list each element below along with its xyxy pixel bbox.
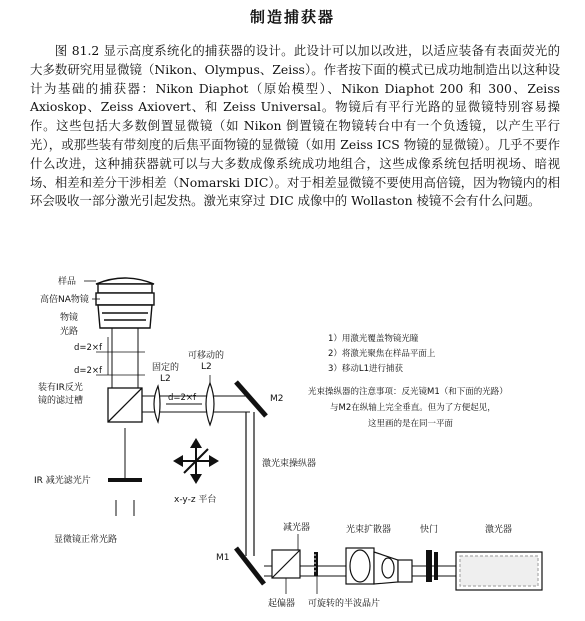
body-paragraph: 图 81.2 显示高度系统化的捕获器的设计。此设计可以加以改进，以适应装备有表面荧光的大多数研究用显微镜（Nikon、Olympus、Zeiss）。作者按下面的模式已成功地制造出以这种设计为基础的捕获器：Nikon Diaphot（原始模型）、Nikon Diaphot 200 和 300、Zeiss Axioskop、Zeiss Axiovert、和 Zeiss Universal。物镜后有平行光路的显微镜特别容易操作。这些包括大多数倒置显微镜（如 Nikon 倒置镜在物镜转台中有一个负透镜，以产生平行光），或那些装有带刻度的后焦平面物镜的显微镜（如用 Zeiss ICS 物镜的显微镜）。几乎不要作什么改进，这种捕获器就可以与大多数成像系统成功地组合，这些成像系统包括明视场、暗视场、相差和差分干涉相差（Nomarski DIC）。对于相差显微镜不要使用高倍镜，因为物镜内的相环会吸收一部分激光引起发热。激光束穿过 DIC 成像中的 Wollaston 棱镜不会有什么问题。 xyxy=(30,43,560,209)
mirror-m2-label: M2 xyxy=(270,394,284,404)
ir-filter-cube xyxy=(108,388,142,422)
body-paragraph-block xyxy=(30,42,560,211)
distance-label-horizontal: d=2×f xyxy=(168,393,197,403)
step-3: 3）移动L1进行捕获 xyxy=(328,364,404,374)
objective-lens xyxy=(96,278,154,328)
fixed-l2-lens xyxy=(154,386,160,422)
optical-trap-diagram xyxy=(0,270,585,621)
movable-l2-label-2: L2 xyxy=(201,362,212,372)
filter-cube-label-2: 镜的滤过槽 xyxy=(38,396,84,406)
step-2: 2）将激光聚焦在样品平面上 xyxy=(328,349,436,359)
objective-path-label-2: 光路 xyxy=(60,327,79,337)
movable-l2-label-1: 可移动的 xyxy=(188,351,225,361)
shutter-plate-2 xyxy=(434,552,438,580)
attenuator-label: 减光器 xyxy=(283,523,311,533)
ir-filter-label: IR 减光滤光片 xyxy=(34,476,91,486)
laser-label: 激光器 xyxy=(485,525,513,535)
steering-label: 激光束操纵器 xyxy=(262,459,317,469)
laser-body xyxy=(456,552,542,590)
note-line-1: 光束操纵器的注意事项：反光镜M1（和下面的光路） xyxy=(308,387,508,397)
mirror-m2 xyxy=(236,382,266,416)
beam-expander-label: 光束扩散器 xyxy=(346,525,392,535)
stage-label: x-y-z 平台 xyxy=(174,495,217,505)
normal-path-label: 显微镜正常光路 xyxy=(54,535,118,545)
beam-expander xyxy=(346,548,412,584)
page-title: 制造捕获器 xyxy=(249,8,335,26)
distance-label-lower: d=2×f xyxy=(74,366,103,376)
attenuator-box xyxy=(272,550,300,578)
objective-label: 高倍NA物镜 xyxy=(40,295,89,305)
fixed-l2-label-2: L2 xyxy=(160,374,171,384)
objective-path-label-1: 物镜 xyxy=(60,313,79,323)
xyz-arrows-icon xyxy=(173,438,219,484)
shutter-label: 快门 xyxy=(420,525,439,535)
mirror-m1 xyxy=(236,548,264,584)
fixed-l2-label-1: 固定的 xyxy=(152,363,180,373)
mirror-m1-label: M1 xyxy=(216,553,230,563)
filter-cube-label-1: 装有IR反光 xyxy=(38,383,83,393)
step-1: 1）用激光覆盖物镜光瞳 xyxy=(328,334,419,344)
polarizer-label: 起偏器 xyxy=(268,599,296,609)
note-line-3: 这里画的是在同一平面 xyxy=(368,419,454,429)
movable-l2-lens xyxy=(206,383,214,425)
note-line-2: 与M2在纵轴上完全垂直。但为了方便起见， xyxy=(330,403,496,413)
waveplate-label: 可旋转的半波晶片 xyxy=(308,599,381,609)
shutter-plate xyxy=(426,550,432,582)
distance-label-upper: d=2×f xyxy=(74,343,103,353)
sample-label: 样品 xyxy=(58,277,77,287)
